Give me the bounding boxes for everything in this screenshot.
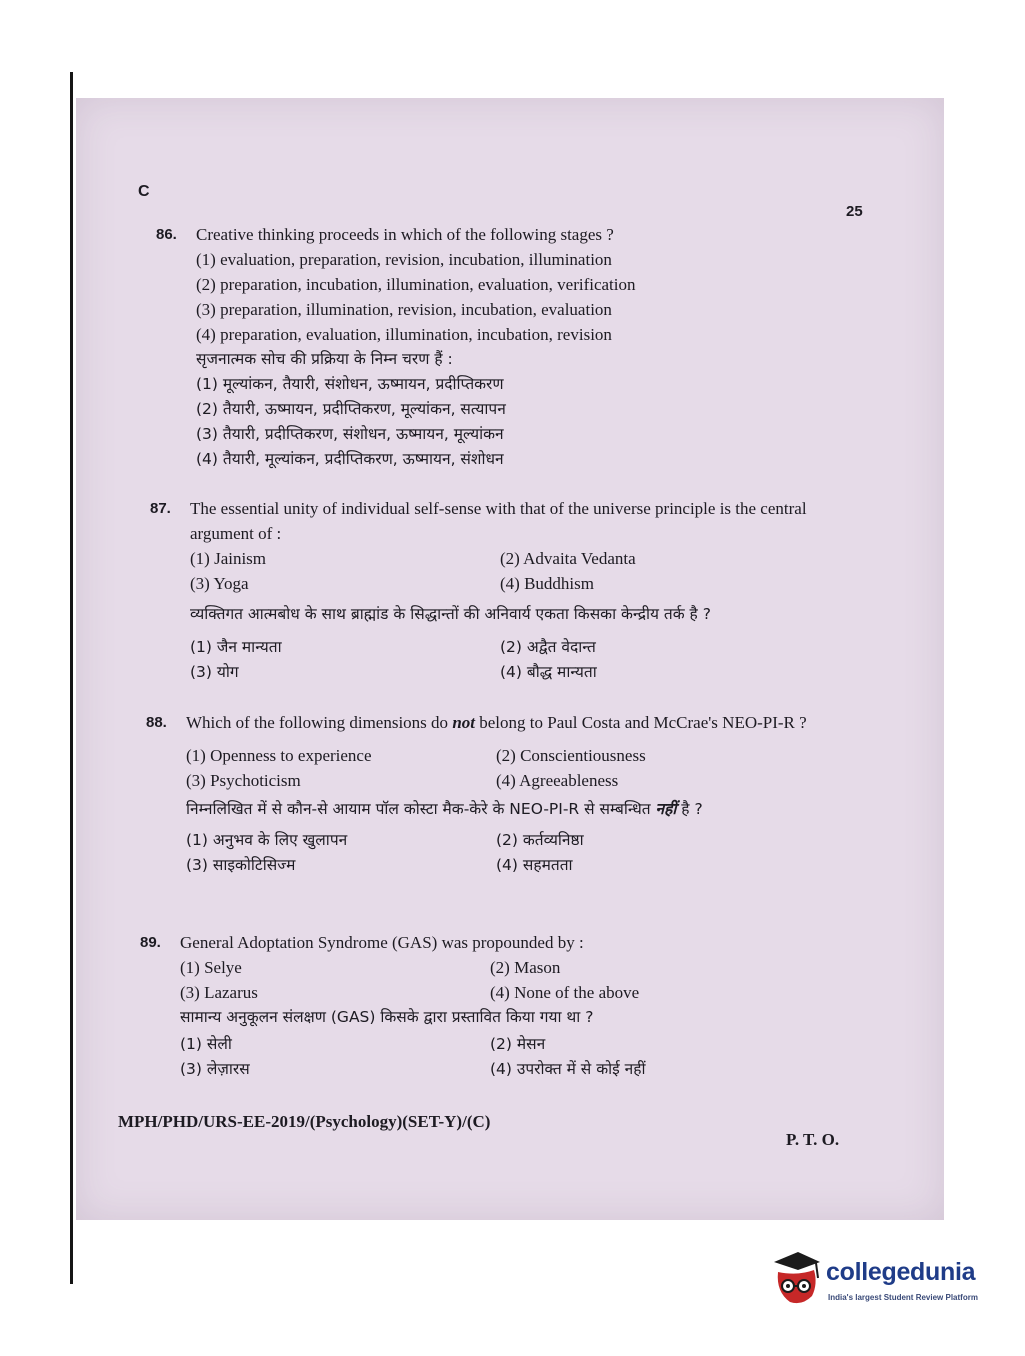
question-text-hi bbox=[186, 797, 846, 822]
question-89 bbox=[140, 930, 840, 1082]
options-row-2 bbox=[180, 980, 840, 1005]
paper-code: MPH/PHD/URS-EE-2019/(Psychology)(SET-Y)/(C) bbox=[118, 1112, 491, 1131]
option-hi-4: (4) बौद्ध मान्यता bbox=[500, 663, 597, 681]
options-row-1 bbox=[186, 743, 846, 768]
question-text-en-part: belong to Paul Costa and McCrae's NEO-PI-R ? bbox=[475, 713, 807, 732]
option-hi-3: (3) साइकोटिसिज्म bbox=[186, 856, 296, 874]
question-text-en: The essential unity of individual self-sense with that of the universe principle is the central argument of : bbox=[190, 499, 807, 543]
options-row-hi-1 bbox=[190, 635, 850, 660]
option-hi-1: (1) मूल्यांकन, तैयारी, संशोधन, ऊष्मायन, प्रदीप्तिकरण bbox=[196, 375, 504, 393]
question-number: 89. bbox=[140, 934, 161, 951]
option-en-4: (4) None of the above bbox=[490, 983, 640, 1002]
option-en-1: (1) Jainism bbox=[190, 549, 267, 568]
brand-tagline: India's largest Student Review Platform bbox=[828, 1293, 978, 1302]
options-row-1 bbox=[190, 546, 850, 571]
option-hi-4: (4) तैयारी, मूल्यांकन, प्रदीप्तिकरण, ऊष्मायन, संशोधन bbox=[196, 450, 504, 468]
options-row-hi-2 bbox=[180, 1057, 840, 1082]
question-text-en-part: Which of the following dimensions do bbox=[186, 713, 453, 732]
option-en-3: (3) Lazarus bbox=[180, 983, 258, 1002]
options-row-hi-2 bbox=[186, 853, 846, 878]
pto-label: P. T. O. bbox=[786, 1130, 840, 1149]
option-en-1: (1) Openness to experience bbox=[186, 746, 372, 765]
option-en-2: (2) preparation, incubation, illumination, evaluation, verification bbox=[196, 275, 636, 294]
option-en-1: (1) evaluation, preparation, revision, incubation, illumination bbox=[196, 250, 612, 269]
option-hi-2: (2) कर्तव्यनिष्ठा bbox=[496, 831, 584, 849]
option-en-2: (2) Advaita Vedanta bbox=[500, 549, 636, 568]
page-number: 25 bbox=[846, 203, 863, 220]
options-row-hi-1 bbox=[186, 828, 846, 853]
option-hi-3: (3) तैयारी, प्रदीप्तिकरण, संशोधन, ऊष्मायन, मूल्यांकन bbox=[196, 425, 504, 443]
option-hi-3: (3) योग bbox=[190, 663, 239, 681]
option-en-3: (3) Yoga bbox=[190, 574, 249, 593]
question-text-hi-part: है ? bbox=[676, 800, 703, 818]
option-hi-2: (2) मेसन bbox=[490, 1035, 546, 1053]
question-text-en bbox=[186, 710, 846, 735]
student-mascot-icon bbox=[768, 1248, 824, 1310]
option-hi-2: (2) तैयारी, ऊष्मायन, प्रदीप्तिकरण, मूल्यांकन, सत्यापन bbox=[196, 400, 506, 418]
option-hi-3: (3) लेज़ारस bbox=[180, 1060, 250, 1078]
negation-emphasis: not bbox=[452, 713, 475, 732]
set-code: C bbox=[138, 183, 150, 200]
option-hi-2: (2) अद्वैत वेदान्त bbox=[500, 638, 596, 656]
options-row-1 bbox=[180, 955, 840, 980]
question-88 bbox=[146, 710, 846, 878]
question-text-hi: व्यक्तिगत आत्मबोध के साथ ब्राह्मांड के सिद्धान्तों की अनिवार्य एकता किसका केन्द्रीय तर्क है ? bbox=[190, 605, 711, 623]
options-row-hi-2 bbox=[190, 660, 850, 685]
option-en-2: (2) Conscientiousness bbox=[496, 746, 646, 765]
question-text-hi: सामान्य अनुकूलन संलक्षण (GAS) किसके द्वारा प्रस्तावित किया गया था ? bbox=[180, 1008, 594, 1026]
collegedunia-watermark bbox=[768, 1248, 998, 1318]
option-hi-4: (4) उपरोक्त में से कोई नहीं bbox=[490, 1060, 646, 1078]
option-en-2: (2) Mason bbox=[490, 958, 561, 977]
question-text-hi-part: निम्नलिखित में से कौन-से आयाम पॉल कोस्टा मैक-केरे के NEO-PI-R से सम्बन्धित bbox=[186, 800, 656, 818]
brand-name: collegedunia bbox=[826, 1258, 976, 1286]
question-number: 86. bbox=[156, 226, 177, 243]
question-number: 88. bbox=[146, 714, 167, 731]
option-en-4: (4) preparation, evaluation, illumination, incubation, revision bbox=[196, 325, 612, 344]
option-en-4: (4) Agreeableness bbox=[496, 771, 619, 790]
question-87 bbox=[150, 496, 850, 685]
option-en-3: (3) preparation, illumination, revision, incubation, evaluation bbox=[196, 300, 612, 319]
question-text-en: Creative thinking proceeds in which of the following stages ? bbox=[196, 225, 614, 244]
scan-edge bbox=[70, 72, 73, 1284]
option-hi-4: (4) सहमतता bbox=[496, 856, 573, 874]
question-text-hi: सृजनात्मक सोच की प्रक्रिया के निम्न चरण हैं : bbox=[196, 350, 453, 368]
options-row-2 bbox=[186, 768, 846, 793]
option-hi-1: (1) अनुभव के लिए खुलापन bbox=[186, 831, 348, 849]
question-text-en: General Adoptation Syndrome (GAS) was propounded by : bbox=[180, 933, 584, 952]
option-en-3: (3) Psychoticism bbox=[186, 771, 301, 790]
options-row-2 bbox=[190, 571, 850, 596]
question-86 bbox=[156, 222, 896, 472]
option-en-1: (1) Selye bbox=[180, 958, 242, 977]
options-row-hi-1 bbox=[180, 1032, 840, 1057]
negation-emphasis-hi: नहीं bbox=[655, 800, 677, 818]
option-hi-1: (1) सेली bbox=[180, 1035, 232, 1053]
option-en-4: (4) Buddhism bbox=[500, 574, 594, 593]
option-hi-1: (1) जैन मान्यता bbox=[190, 638, 282, 656]
question-number: 87. bbox=[150, 500, 171, 517]
